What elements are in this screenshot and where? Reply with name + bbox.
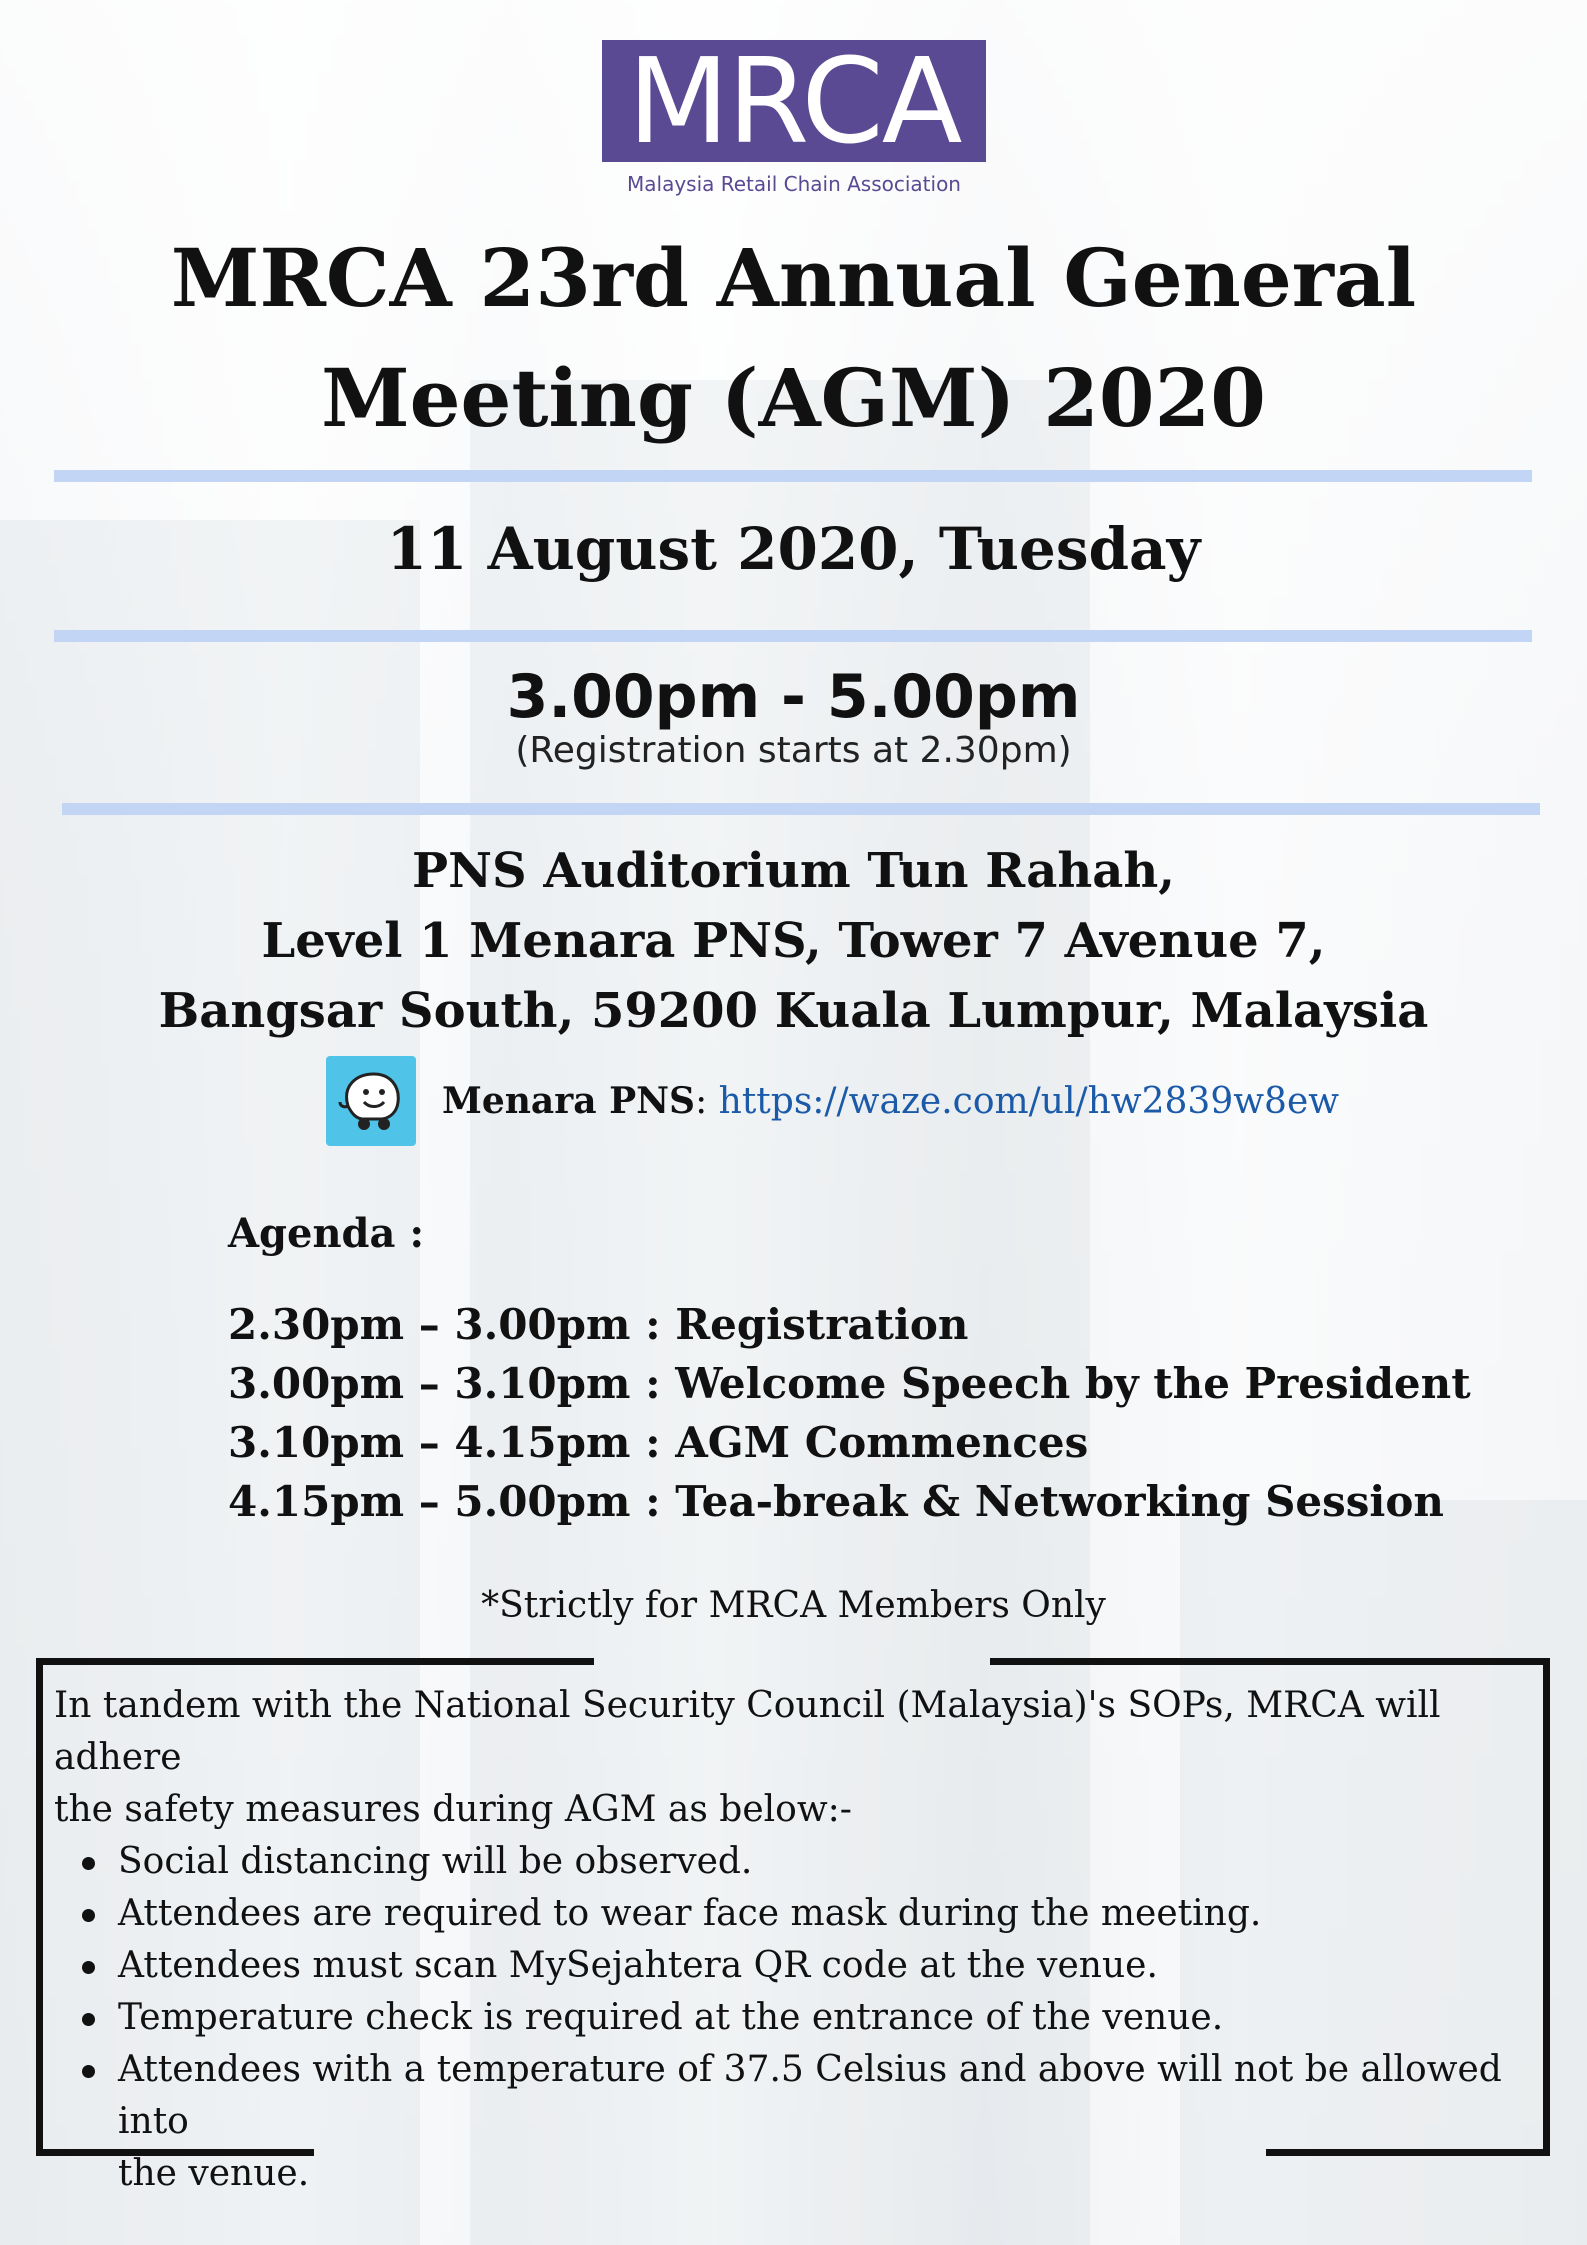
safety-intro — [54, 1680, 1534, 1836]
waze-icon[interactable] — [326, 1056, 416, 1146]
list-item-text: Attendees must scan MySejahtera QR code at the venue. — [118, 1945, 1158, 1986]
agenda-item: 2.30pm – 3.00pm : Registration — [228, 1300, 969, 1349]
registration-note: (Registration starts at 2.30pm) — [515, 730, 1072, 771]
agenda-item: 3.10pm – 4.15pm : AGM Commences — [228, 1418, 1089, 1467]
venue-line-2: Level 1 Menara PNS, Tower 7 Avenue 7, — [261, 913, 1326, 969]
box-border-top-right — [990, 1658, 1550, 1665]
waze-link[interactable]: https://waze.com/ul/hw2839w8ew — [718, 1081, 1340, 1122]
safety-measures-list — [54, 1836, 1544, 2200]
members-note: *Strictly for MRCA Members Only — [481, 1585, 1106, 1626]
list-item-text: Social distancing will be observed. — [118, 1841, 753, 1882]
waze-label: Menara PNS — [442, 1080, 696, 1122]
safety-intro-line-1: In tandem with the National Security Council (Malaysia)'s SOPs, MRCA will adhere — [54, 1685, 1441, 1778]
logo-subtitle: Malaysia Retail Chain Association — [627, 172, 961, 196]
safety-intro-line-2: the safety measures during AGM as below:- — [54, 1789, 852, 1830]
bullet-icon — [82, 2013, 95, 2026]
agenda-item: 4.15pm – 5.00pm : Tea-break & Networking Session — [228, 1477, 1444, 1526]
waze-link-line — [442, 1080, 1339, 1122]
venue-address — [0, 836, 1587, 1046]
divider-1 — [54, 470, 1532, 482]
box-border-right — [1543, 1658, 1550, 2156]
box-border-top-left — [36, 1658, 594, 1665]
list-item — [54, 1888, 1544, 1940]
venue-line-3: Bangsar South, 59200 Kuala Lumpur, Malaysia — [158, 983, 1429, 1039]
agenda-item: 3.00pm – 3.10pm : Welcome Speech by the President — [228, 1359, 1471, 1408]
bullet-icon — [82, 1961, 95, 1974]
list-item-text: Attendees with a temperature of 37.5 Celsius and above will not be allowed into — [118, 2049, 1502, 2142]
bullet-icon — [82, 1857, 95, 1870]
waze-separator: : — [695, 1081, 708, 1122]
venue-line-1: PNS Auditorium Tun Rahah, — [412, 843, 1175, 899]
list-item-text: Temperature check is required at the entrance of the venue. — [118, 1997, 1224, 2038]
list-item — [54, 1992, 1544, 2044]
page-title — [0, 218, 1587, 458]
event-time: 3.00pm - 5.00pm — [506, 662, 1081, 732]
event-date: 11 August 2020, Tuesday — [386, 515, 1201, 583]
list-item — [54, 2044, 1544, 2200]
divider-2 — [54, 630, 1532, 642]
list-item — [54, 1940, 1544, 1992]
title-line-1: MRCA 23rd Annual General — [170, 231, 1417, 325]
list-item-text-continued: the venue. — [118, 2153, 310, 2194]
bullet-icon — [82, 1909, 95, 1922]
mrca-logo: MRCA — [602, 40, 986, 162]
agenda-list — [228, 1295, 1471, 1531]
list-item — [54, 1836, 1544, 1888]
title-line-2: Meeting (AGM) 2020 — [321, 351, 1266, 445]
bullet-icon — [82, 2065, 95, 2078]
agenda-title: Agenda : — [228, 1210, 425, 1257]
list-item-text: Attendees are required to wear face mask during the meeting. — [118, 1893, 1262, 1934]
divider-3 — [62, 803, 1540, 815]
box-border-left — [36, 1658, 43, 2156]
